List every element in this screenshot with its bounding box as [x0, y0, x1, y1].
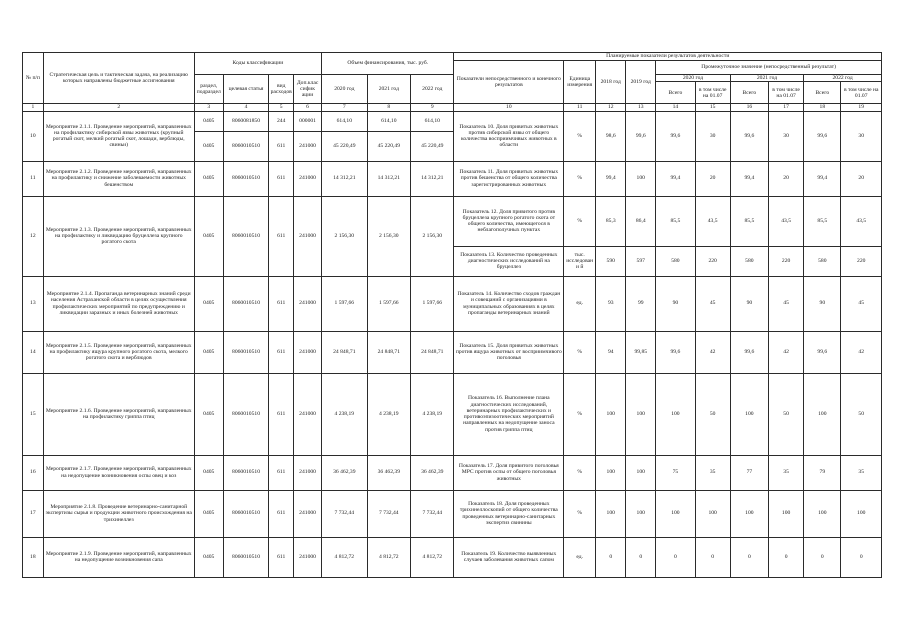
header-interim: Промежуточное значение (непосредственный результат) [656, 61, 882, 75]
unit: % [564, 161, 596, 196]
row-number: 12 [23, 196, 44, 276]
colnum: 17 [769, 104, 804, 111]
value-2020-h1: 30 [695, 111, 730, 161]
value-2021-h1: 220 [769, 246, 804, 276]
razdel-code: 0405 [194, 131, 223, 161]
csr-code: 8060010510 [223, 276, 269, 331]
indicator-text: Показатель 12. Доля привитого против бруцеллеза крупного рогатого скота от общего количества, имеющегося в неблагополучных пунктах [454, 196, 564, 246]
unit: % [564, 196, 596, 246]
header-indicator: Показатели непосредственного и конечного результатов [454, 61, 564, 104]
budget-table [22, 52, 882, 578]
unit: % [564, 331, 596, 373]
value-2020-total: 580 [656, 246, 695, 276]
value-2020-h1: 43,5 [695, 196, 730, 246]
colnum: 5 [269, 104, 294, 111]
funding-2022: 36 462,39 [411, 455, 454, 490]
funding-2020: 4 238,19 [322, 373, 368, 455]
value-2021-h1: 20 [769, 161, 804, 196]
razdel-code: 0405 [194, 276, 223, 331]
kosgu-code: 241000 [294, 276, 322, 331]
csr-code: 8060081850 [223, 111, 269, 131]
razdel-code: 0405 [194, 490, 223, 537]
value-2022-h1: 30 [841, 111, 882, 161]
value-2020-total: 100 [656, 490, 695, 537]
razdel-code: 0405 [194, 537, 223, 577]
colnum: 10 [454, 104, 564, 111]
colnum: 18 [804, 104, 841, 111]
value-2022-total: 99,4 [804, 161, 841, 196]
razdel-code: 0405 [194, 455, 223, 490]
value-2018: 98,6 [596, 111, 626, 161]
value-2018: 85,3 [596, 196, 626, 246]
csr-code: 8060010510 [223, 131, 269, 161]
kosgu-code: 241000 [294, 537, 322, 577]
funding-2021: 36 462,39 [367, 455, 410, 490]
header-goal: Стратегическая цель и тактическая задача, на реализацию которых направлены бюджетные ассигнования [43, 53, 194, 104]
activity-text: Мероприятие 2.1.6. Проведение мероприятий, направленных на профилактику гриппа птиц [43, 373, 194, 455]
activity-text: Мероприятие 2.1.5. Проведение мероприятий, направленных на профилактику ящура крупного рогатого скота, мелкого рогатого скота и верблюдов [43, 331, 194, 373]
colnum: 13 [626, 104, 656, 111]
value-2018: 99,4 [596, 161, 626, 196]
value-2021-h1: 43,5 [769, 196, 804, 246]
kosgu-code: 241000 [294, 331, 322, 373]
colnum: 19 [841, 104, 882, 111]
value-2020-h1: 20 [695, 161, 730, 196]
header-f2021: 2021 год [367, 75, 410, 104]
value-2021-h1: 0 [769, 537, 804, 577]
value-2018: 93 [596, 276, 626, 331]
value-2022-total: 100 [804, 373, 841, 455]
value-2018: 590 [596, 246, 626, 276]
indicator-text: Показатель 17. Доля привитого поголовья МРС против оспы от общего поголовья животных [454, 455, 564, 490]
value-2020-total: 75 [656, 455, 695, 490]
value-2022-h1: 220 [841, 246, 882, 276]
indicator-text: Показатель 13. Количество проведенных диагностических исследований на бруцеллез [454, 246, 564, 276]
value-2020-total: 99,6 [656, 331, 695, 373]
vr-code: 611 [269, 161, 294, 196]
header-razdel: раздел, подраздел [194, 75, 223, 104]
value-2020-total: 0 [656, 537, 695, 577]
vr-code: 611 [269, 131, 294, 161]
razdel-code: 0405 [194, 373, 223, 455]
header-2018: 2018 год [596, 61, 626, 104]
header-vr: вид расходов [269, 75, 294, 104]
value-2020-h1: 35 [695, 455, 730, 490]
value-2022-total: 99,6 [804, 111, 841, 161]
unit: ед. [564, 537, 596, 577]
vr-code: 611 [269, 455, 294, 490]
value-2019: 0 [626, 537, 656, 577]
funding-2022: 614,10 [411, 111, 454, 131]
value-2020-total: 85,5 [656, 196, 695, 246]
header-f2020: 2020 год [322, 75, 368, 104]
value-2021-total: 0 [730, 537, 768, 577]
value-2019: 100 [626, 490, 656, 537]
value-2021-h1: 45 [769, 276, 804, 331]
unit: тыс. исследовани й [564, 246, 596, 276]
header-i2021: 2021 год [730, 75, 803, 82]
funding-2020: 614,10 [322, 111, 368, 131]
kosgu-code: 241000 [294, 490, 322, 537]
colnum: 6 [294, 104, 322, 111]
row-number: 16 [23, 455, 44, 490]
value-2019: 86,4 [626, 196, 656, 246]
value-2022-h1: 50 [841, 373, 882, 455]
colnum: 16 [730, 104, 768, 111]
unit: % [564, 111, 596, 161]
activity-text: Мероприятие 2.1.9. Проведение мероприятий, направленных на недопущение возникновения сапа [43, 537, 194, 577]
value-2021-h1: 35 [769, 455, 804, 490]
row-number: 10 [23, 111, 44, 161]
funding-2020: 2 156,30 [322, 196, 368, 276]
value-2021-h1: 30 [769, 111, 804, 161]
value-2022-h1: 20 [841, 161, 882, 196]
header-i2022: 2022 год [804, 75, 882, 82]
header-incl-2022: в том числе на 01.07 [841, 82, 882, 104]
activity-text: Мероприятие 2.1.8. Проведение ветеринарно-санитарной экспертизы сырья и продукции животного происхождения на трихинеллез [43, 490, 194, 537]
funding-2021: 1 597,66 [367, 276, 410, 331]
funding-2022: 1 597,66 [411, 276, 454, 331]
razdel-code: 0405 [194, 111, 223, 131]
value-2022-total: 580 [804, 246, 841, 276]
funding-2021: 2 156,30 [367, 196, 410, 276]
header-2019: 2019 год [626, 61, 656, 104]
kosgu-code: 000001 [294, 111, 322, 131]
value-2019: 99 [626, 276, 656, 331]
value-2020-h1: 100 [695, 490, 730, 537]
csr-code: 8060010510 [223, 455, 269, 490]
header-total-2022: Всего [804, 82, 841, 104]
indicator-text: Показатель 16. Выполнение плана диагностических исследований, ветеринарных профилактических и противоэпизоотических мероприятий направленных на недопущение заноса против гриппа птиц [454, 373, 564, 455]
value-2022-h1: 0 [841, 537, 882, 577]
value-2020-total: 90 [656, 276, 695, 331]
value-2022-h1: 43,5 [841, 196, 882, 246]
value-2022-total: 85,5 [804, 196, 841, 246]
colnum: 3 [194, 104, 223, 111]
value-2022-h1: 35 [841, 455, 882, 490]
csr-code: 8060010510 [223, 161, 269, 196]
value-2021-total: 99,4 [730, 161, 768, 196]
indicator-text: Показатель 18. Доля проведенных трихинеллоскопий от общего количества проведенных ветеринарно-санитарных экспертиз свинины [454, 490, 564, 537]
header-planned: Планируемые показатели результатов деятельности [454, 53, 882, 61]
value-2021-total: 99,6 [730, 111, 768, 161]
activity-text: Мероприятие 2.1.1. Проведение мероприятий, направленных на профилактику сибирской язвы животных (крупный рогатый скот, мелкий рогатый скот, лошади, верблюды, свиньи) [43, 111, 194, 161]
razdel-code: 0405 [194, 196, 223, 276]
header-kosgu: Доп.клас сифик ации [294, 75, 322, 104]
razdel-code: 0405 [194, 161, 223, 196]
activity-text: Мероприятие 2.1.3. Проведение мероприятий, направленных на профилактику и ликвидацию бруцеллеза крупного рогатого скота [43, 196, 194, 276]
csr-code: 8060010510 [223, 490, 269, 537]
vr-code: 611 [269, 537, 294, 577]
value-2018: 100 [596, 455, 626, 490]
value-2019: 100 [626, 455, 656, 490]
funding-2021: 14 312,21 [367, 161, 410, 196]
csr-code: 8060010510 [223, 331, 269, 373]
csr-code: 8060010510 [223, 537, 269, 577]
kosgu-code: 241000 [294, 161, 322, 196]
value-2018: 94 [596, 331, 626, 373]
vr-code: 611 [269, 276, 294, 331]
header-total-2021: Всего [730, 82, 768, 104]
indicator-text: Показатель 15. Доля привитых животных против ящура животных от восприимчивого поголовья [454, 331, 564, 373]
activity-text: Мероприятие 2.1.4. Пропаганда ветеринарных знаний среди населения Астраханской области в целях осуществления профилактических мероприятий по предупреждению и ликвидации заразных и иных болезней животных [43, 276, 194, 331]
header-codes: Коды классификации [194, 53, 321, 75]
vr-code: 611 [269, 373, 294, 455]
value-2022-total: 79 [804, 455, 841, 490]
value-2022-h1: 45 [841, 276, 882, 331]
value-2021-h1: 100 [769, 490, 804, 537]
value-2022-h1: 100 [841, 490, 882, 537]
header-incl-2021: в том числе на 01.07 [769, 82, 804, 104]
value-2020-total: 100 [656, 373, 695, 455]
colnum: 8 [367, 104, 410, 111]
value-2018: 100 [596, 490, 626, 537]
unit: % [564, 490, 596, 537]
funding-2020: 36 462,39 [322, 455, 368, 490]
value-2020-total: 99,6 [656, 111, 695, 161]
indicator-text: Показатель 11. Доля привитых животных против бешенства от общего количества зарегистрированных животных [454, 161, 564, 196]
activity-text: Мероприятие 2.1.2. Проведение мероприятий, направленных на профилактику и снижение заболеваемости животных бешенством [43, 161, 194, 196]
header-csr: целевая статья [223, 75, 269, 104]
funding-2022: 7 732,44 [411, 490, 454, 537]
kosgu-code: 241000 [294, 373, 322, 455]
row-number: 11 [23, 161, 44, 196]
funding-2022: 4 238,19 [411, 373, 454, 455]
colnum: 2 [43, 104, 194, 111]
header-incl-2020: в том числе на 01.07 [695, 82, 730, 104]
funding-2020: 14 312,21 [322, 161, 368, 196]
vr-code: 611 [269, 490, 294, 537]
header-no: № п/п [23, 53, 44, 104]
colnum: 12 [596, 104, 626, 111]
value-2021-total: 77 [730, 455, 768, 490]
funding-2020: 4 812,72 [322, 537, 368, 577]
value-2020-h1: 42 [695, 331, 730, 373]
colnum: 7 [322, 104, 368, 111]
value-2020-h1: 220 [695, 246, 730, 276]
indicator-text: Показатель 10. Доля привитых животных против сибирской язвы от общего количества восприимчивых животных в области [454, 111, 564, 161]
razdel-code: 0405 [194, 331, 223, 373]
row-number: 17 [23, 490, 44, 537]
csr-code: 8060010510 [223, 373, 269, 455]
unit: % [564, 373, 596, 455]
funding-2021: 24 848,71 [367, 331, 410, 373]
funding-2021: 45 220,49 [367, 131, 410, 161]
header-total-2020: Всего [656, 82, 695, 104]
header-unit: Единица измерения [564, 61, 596, 104]
colnum: 15 [695, 104, 730, 111]
header-f2022: 2022 год [411, 75, 454, 104]
value-2021-total: 90 [730, 276, 768, 331]
value-2022-total: 90 [804, 276, 841, 331]
indicator-text: Показатель 19. Количество выявленных случаев заболевания животных сапом [454, 537, 564, 577]
colnum: 11 [564, 104, 596, 111]
value-2018: 0 [596, 537, 626, 577]
header-i2020: 2020 год [656, 75, 730, 82]
kosgu-code: 241000 [294, 196, 322, 276]
value-2019: 100 [626, 161, 656, 196]
value-2019: 99,6 [626, 111, 656, 161]
funding-2020: 7 732,44 [322, 490, 368, 537]
funding-2020: 1 597,66 [322, 276, 368, 331]
funding-2022: 24 848,71 [411, 331, 454, 373]
indicator-text: Показатель 14. Количество сходов граждан и совещаний с организациями в муниципальных образованиях в целях пропаганды ветеринарных знаний [454, 276, 564, 331]
value-2021-total: 99,6 [730, 331, 768, 373]
funding-2022: 14 312,21 [411, 161, 454, 196]
value-2019: 597 [626, 246, 656, 276]
value-2021-total: 100 [730, 373, 768, 455]
colnum: 4 [223, 104, 269, 111]
value-2021-h1: 42 [769, 331, 804, 373]
funding-2021: 614,10 [367, 111, 410, 131]
value-2022-total: 100 [804, 490, 841, 537]
colnum: 9 [411, 104, 454, 111]
value-2021-total: 85,5 [730, 196, 768, 246]
value-2019: 99,85 [626, 331, 656, 373]
vr-code: 611 [269, 196, 294, 276]
colnum: 14 [656, 104, 695, 111]
funding-2022: 4 812,72 [411, 537, 454, 577]
activity-text: Мероприятие 2.1.7. Проведение мероприятий, направленных на недопущение возникновения оспы овец и коз [43, 455, 194, 490]
row-number: 15 [23, 373, 44, 455]
value-2021-h1: 50 [769, 373, 804, 455]
funding-2021: 7 732,44 [367, 490, 410, 537]
value-2019: 100 [626, 373, 656, 455]
vr-code: 611 [269, 331, 294, 373]
funding-2020: 45 220,49 [322, 131, 368, 161]
kosgu-code: 241000 [294, 131, 322, 161]
unit: % [564, 455, 596, 490]
row-number: 13 [23, 276, 44, 331]
value-2022-total: 99,6 [804, 331, 841, 373]
value-2020-total: 99,4 [656, 161, 695, 196]
value-2020-h1: 50 [695, 373, 730, 455]
unit: ед. [564, 276, 596, 331]
funding-2022: 45 220,49 [411, 131, 454, 161]
value-2021-total: 580 [730, 246, 768, 276]
document-page [22, 52, 882, 578]
row-number: 18 [23, 537, 44, 577]
row-number: 14 [23, 331, 44, 373]
csr-code: 8060010510 [223, 196, 269, 276]
funding-2021: 4 812,72 [367, 537, 410, 577]
value-2021-total: 100 [730, 490, 768, 537]
value-2020-h1: 45 [695, 276, 730, 331]
funding-2021: 4 238,19 [367, 373, 410, 455]
value-2022-total: 0 [804, 537, 841, 577]
value-2018: 100 [596, 373, 626, 455]
value-2022-h1: 42 [841, 331, 882, 373]
header-volume: Объем финансирования, тыс. руб. [322, 53, 454, 75]
kosgu-code: 241000 [294, 455, 322, 490]
funding-2022: 2 156,30 [411, 196, 454, 276]
value-2020-h1: 0 [695, 537, 730, 577]
funding-2020: 24 848,71 [322, 331, 368, 373]
colnum: 1 [23, 104, 44, 111]
vr-code: 244 [269, 111, 294, 131]
